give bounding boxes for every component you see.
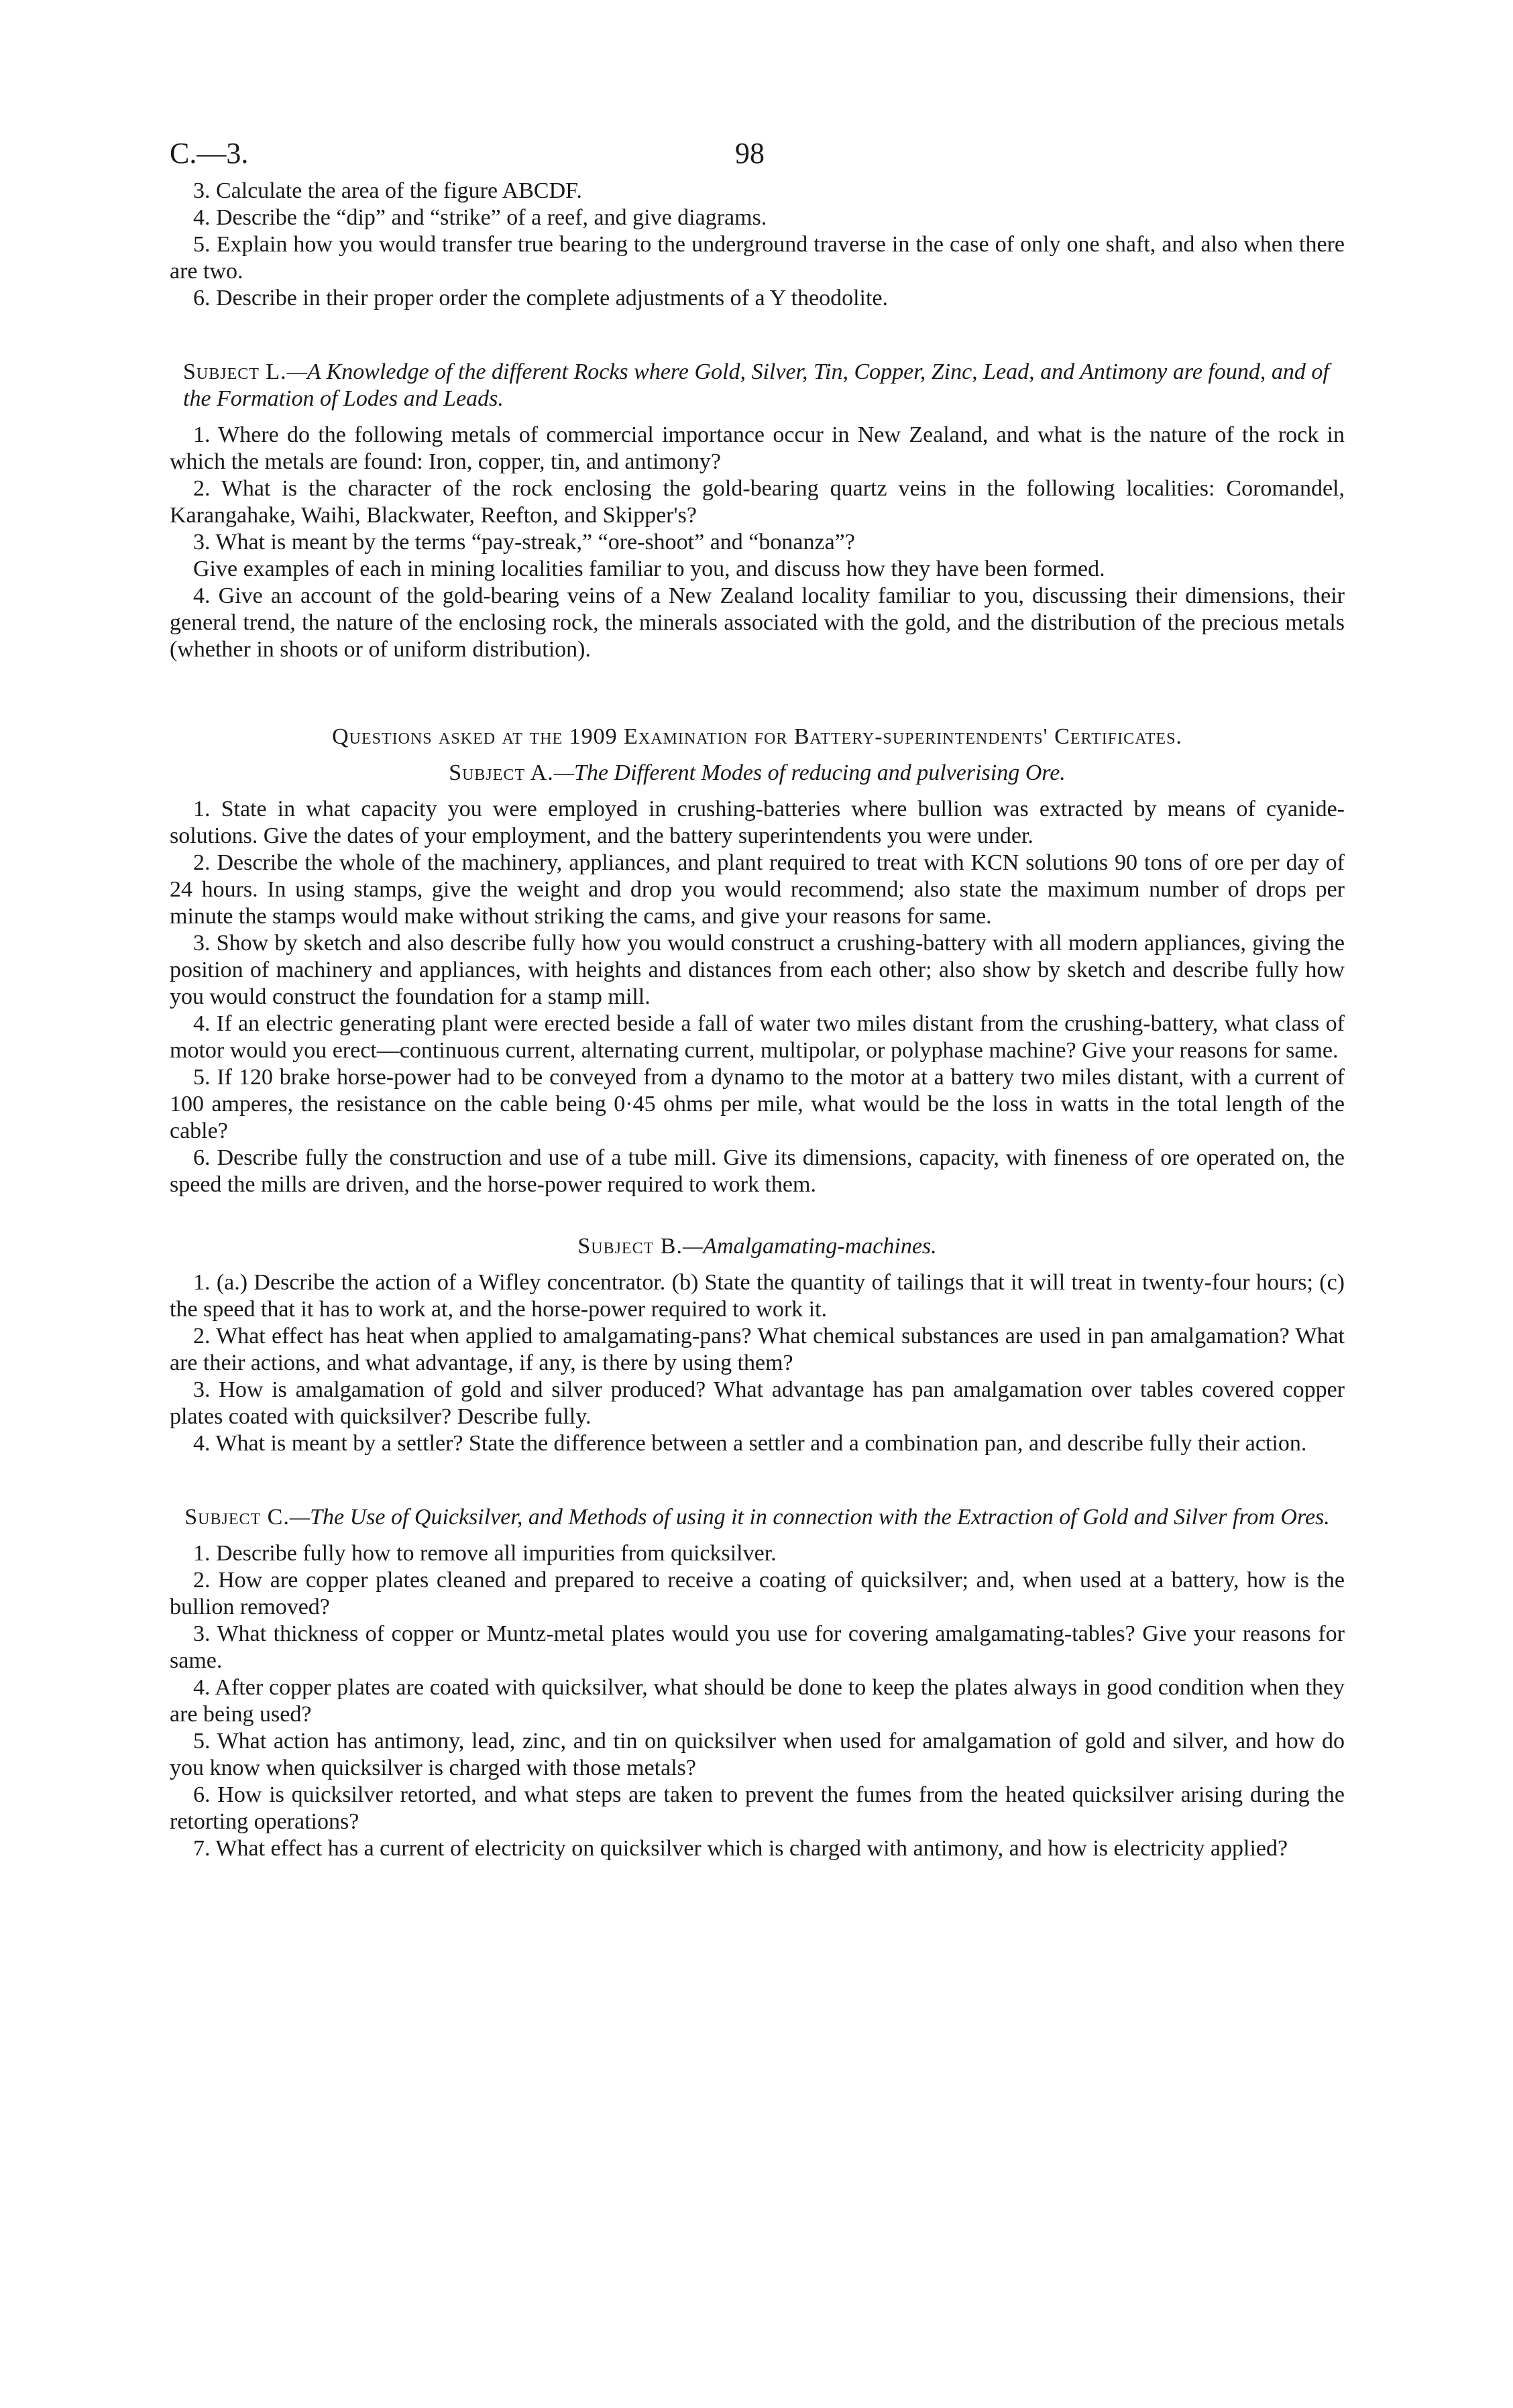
subject-c-heading: —The Use of Quicksilver, and Methods of using it in connection with the Extraction of Gold and Silver from Ores. (289, 1505, 1330, 1530)
question-b3: 3. How is amalgamation of gold and silver produced? What advantage has pan amalgamation over tables covered copper plates coated with quicksilver? Describe fully. (170, 1377, 1345, 1429)
question-a4: 4. If an electric generating plant were erected beside a fall of water two miles distant from the crushing-battery, what class of motor would you erect—continuous current, alternating current, multipolar, or polyphase machine? Give your reasons for same. (170, 1011, 1345, 1063)
question-k3: 3. Calculate the area of the figure ABCDF. (193, 178, 582, 203)
question-l3-continued: Give examples of each in mining localities familiar to you, and discuss how they have been formed. (193, 557, 1105, 581)
question-c1: 1. Describe fully how to remove all impurities from quicksilver. (193, 1541, 777, 1566)
question-l3: 3. What is meant by the terms “pay-streak,” “ore-shoot” and “bonanza”? (193, 530, 855, 555)
question-a3: 3. Show by sketch and also describe fully how you would construct a crushing-battery with all modern appliances, giving the position of machinery and appliances, with heights and distances from each other; also show by sketch and describe fully how you would construct the foundation for a stamp mill. (170, 931, 1345, 1009)
question-c6: 6. How is quicksilver retorted, and what steps are taken to prevent the fumes from the heated quicksilver arising during the retorting operations? (170, 1782, 1345, 1834)
subject-a-title (170, 760, 1345, 787)
subject-c-label: Subject C. (184, 1505, 290, 1530)
question-l4: 4. Give an account of the gold-bearing veins of a New Zealand locality familiar to you, discussing their dimensions, their general trend, the nature of the enclosing rock, the minerals associated with the gold, and the distribution of the precious metals (whether in shoots or of uniform distribution). (170, 583, 1345, 662)
document-reference: C.—3. (170, 137, 249, 170)
question-k4: 4. Describe the “dip” and “strike” of a reef, and give diagrams. (193, 205, 767, 230)
subject-k-questions (170, 178, 1345, 312)
document-page (170, 131, 1345, 1862)
subject-a-heading: —The Different Modes of reducing and pulverising Ore. (553, 760, 1066, 785)
subject-l-heading: —A Knowledge of the different Rocks where Gold, Silver, Tin, Copper, Zinc, Lead, and Antimony are found, and of the Formation of Lodes and Leads. (183, 359, 1329, 411)
page-header (170, 131, 1345, 178)
page-number: 98 (735, 137, 765, 170)
subject-b-questions (170, 1269, 1345, 1457)
question-k5: 5. Explain how you would transfer true bearing to the underground traverse in the case of only one shaft, and also when there are two. (170, 232, 1345, 284)
question-c4: 4. After copper plates are coated with quicksilver, what should be done to keep the plates always in good condition when they are being used? (170, 1675, 1345, 1727)
question-k6: 6. Describe in their proper order the complete adjustments of a Y theodolite. (193, 286, 889, 310)
subject-a-label: Subject A. (449, 760, 554, 785)
subject-a-questions (170, 796, 1345, 1198)
subject-l-questions (170, 422, 1345, 663)
question-c7: 7. What effect has a current of electricity on quicksilver which is charged with antimony, and how is electricity applied? (193, 1836, 1288, 1861)
question-c3: 3. What thickness of copper or Muntz-metal plates would you use for covering amalgamating-tables? Give your reasons for same. (170, 1621, 1345, 1673)
question-a2: 2. Describe the whole of the machinery, appliances, and plant required to treat with KCN solutions 90 tons of ore per day of 24 hours. In using stamps, give the weight and drop you would recommend; also state the maximum number of drops per minute the stamps would make without striking the cams, and give your reasons for same. (170, 850, 1345, 929)
subject-c-title (170, 1504, 1345, 1531)
question-l2: 2. What is the character of the rock enclosing the gold-bearing quartz veins in the following localities: Coromandel, Karangahake, Waihi, Blackwater, Reefton, and Skipper's? (170, 476, 1345, 528)
question-b2: 2. What effect has heat when applied to amalgamating-pans? What chemical substances are used in pan amalgamation? What are their actions, and what advantage, if any, is there by using them? (170, 1324, 1345, 1375)
question-c5: 5. What action has antimony, lead, zinc, and tin on quicksilver when used for amalgamation of gold and silver, and how do you know when quicksilver is charged with those metals? (170, 1729, 1345, 1780)
subject-b-title (170, 1233, 1345, 1260)
subject-b-label: Subject B. (577, 1234, 683, 1259)
question-b4: 4. What is meant by a settler? State the difference between a settler and a combination pan, and describe fully their action. (193, 1431, 1307, 1456)
question-a1: 1. State in what capacity you were employed in crushing-batteries where bullion was extracted by means of cyanide-solutions. Give the dates of your employment, and the battery superintendents you were under. (170, 797, 1345, 848)
subject-c-questions (170, 1540, 1345, 1862)
question-b1: 1. (a.) Describe the action of a Wifley concentrator. (b) State the quantity of tailings that it will treat in twenty-four hours; (c) the speed that it has to work at, and the horse-power required to work it. (170, 1270, 1345, 1322)
question-c2: 2. How are copper plates cleaned and prepared to receive a coating of quicksilver; and, when used at a battery, how is the bullion removed? (170, 1568, 1345, 1619)
subject-l-title (170, 359, 1345, 412)
question-l1: 1. Where do the following metals of commercial importance occur in New Zealand, and what is the nature of the rock in which the metals are found: Iron, copper, tin, and antimony? (170, 422, 1345, 474)
question-a5: 5. If 120 brake horse-power had to be conveyed from a dynamo to the motor at a battery two miles distant, with a current of 100 amperes, the resistance on the cable being 0·45 ohms per mile, what would be the loss in watts in the total length of the cable? (170, 1065, 1345, 1143)
subject-b-heading: —Amalgamating-machines. (682, 1234, 937, 1259)
examination-section-heading: Questions asked at the 1909 Examination for Battery-superintendents' Certificates. (332, 724, 1182, 749)
question-a6: 6. Describe fully the construction and use of a tube mill. Give its dimensions, capacity, with fineness of ore operated on, the speed the mills are driven, and the horse-power required to work them. (170, 1145, 1345, 1197)
subject-l-label: Subject L. (183, 359, 287, 384)
